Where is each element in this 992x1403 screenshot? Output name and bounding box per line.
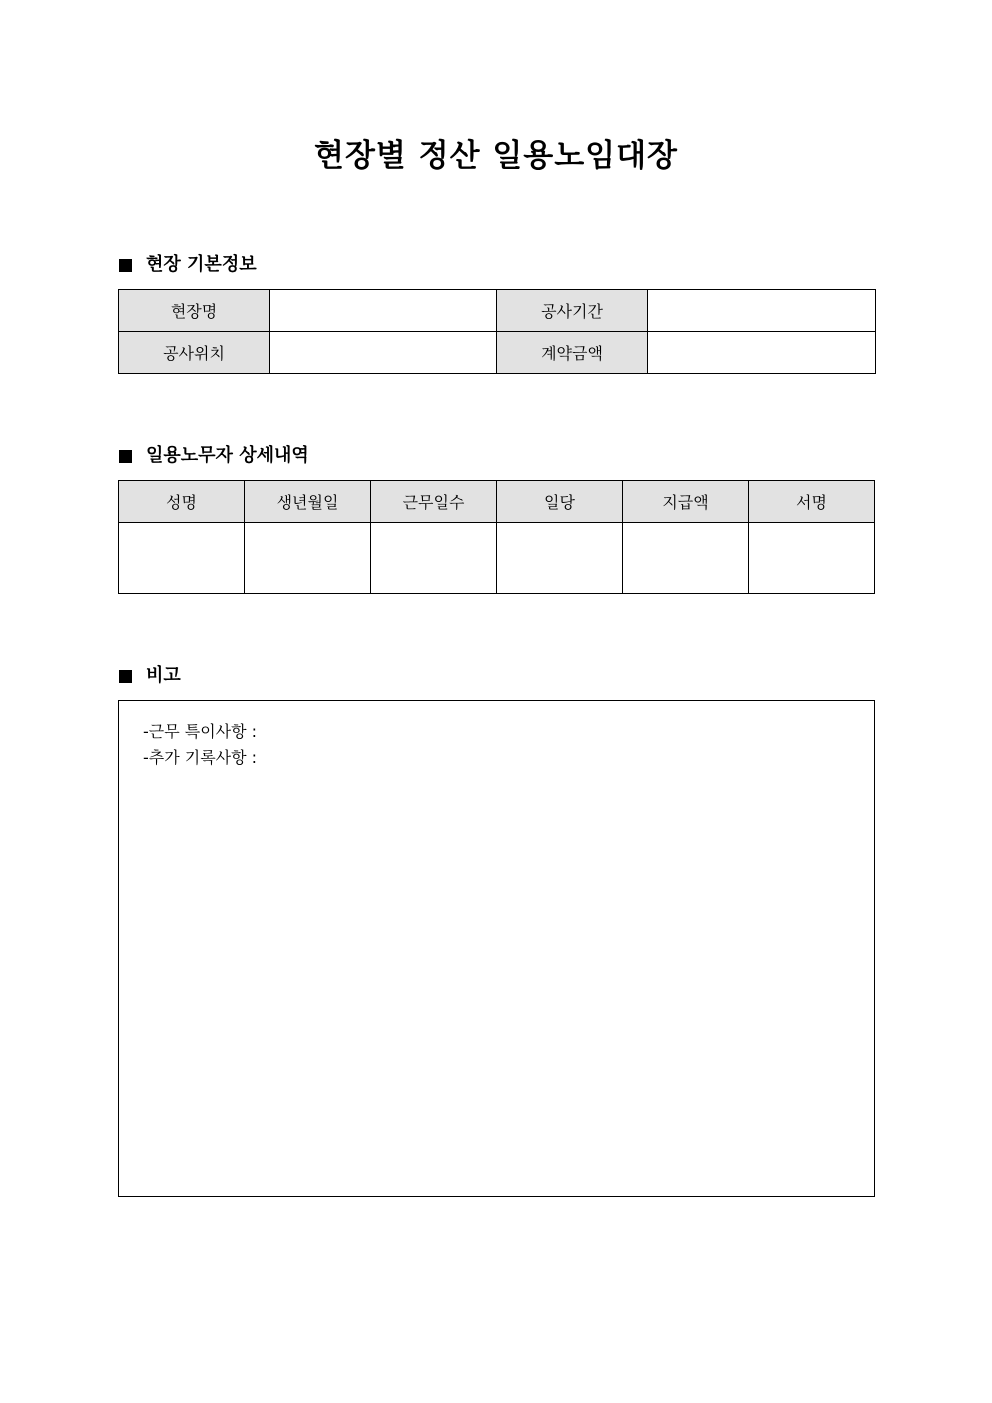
column-header-birthdate: 생년월일 — [245, 481, 371, 523]
field-construction-period[interactable] — [648, 290, 876, 332]
table-row — [119, 290, 876, 332]
table-row — [119, 332, 876, 374]
cell-daily-wage[interactable] — [497, 523, 623, 594]
section-heading-text: 현장 기본정보 — [146, 254, 257, 275]
remark-line-additional-notes: -추가 기록사항 : — [143, 748, 258, 767]
table-header-row — [119, 481, 875, 523]
field-contract-amount[interactable] — [648, 332, 876, 374]
cell-payment[interactable] — [623, 523, 749, 594]
cell-signature[interactable] — [749, 523, 875, 594]
column-header-signature: 서명 — [749, 481, 875, 523]
label-construction-location: 공사위치 — [119, 332, 270, 374]
cell-work-days[interactable] — [371, 523, 497, 594]
remark-line-work-notes: -근무 특이사항 : — [143, 722, 258, 741]
column-header-daily-wage: 일당 — [497, 481, 623, 523]
label-construction-period: 공사기간 — [497, 290, 648, 332]
site-info-table — [118, 289, 876, 374]
section-heading-remarks — [119, 664, 181, 688]
cell-name[interactable] — [119, 523, 245, 594]
square-bullet-icon — [119, 450, 132, 463]
column-header-payment: 지급액 — [623, 481, 749, 523]
column-header-name: 성명 — [119, 481, 245, 523]
document-title: 현장별 정산 일용노임대장 — [314, 138, 678, 174]
square-bullet-icon — [119, 259, 132, 272]
column-header-work-days: 근무일수 — [371, 481, 497, 523]
field-site-name[interactable] — [270, 290, 497, 332]
field-construction-location[interactable] — [270, 332, 497, 374]
worker-detail-table — [118, 480, 875, 594]
cell-birthdate[interactable] — [245, 523, 371, 594]
section-heading-workers — [119, 444, 309, 468]
section-heading-text: 비고 — [146, 665, 181, 686]
label-contract-amount: 계약금액 — [497, 332, 648, 374]
square-bullet-icon — [119, 670, 132, 683]
label-site-name: 현장명 — [119, 290, 270, 332]
table-row — [119, 523, 875, 594]
section-heading-text: 일용노무자 상세내역 — [146, 445, 309, 466]
remarks-box[interactable] — [118, 700, 875, 1197]
section-heading-site-info — [119, 253, 257, 277]
